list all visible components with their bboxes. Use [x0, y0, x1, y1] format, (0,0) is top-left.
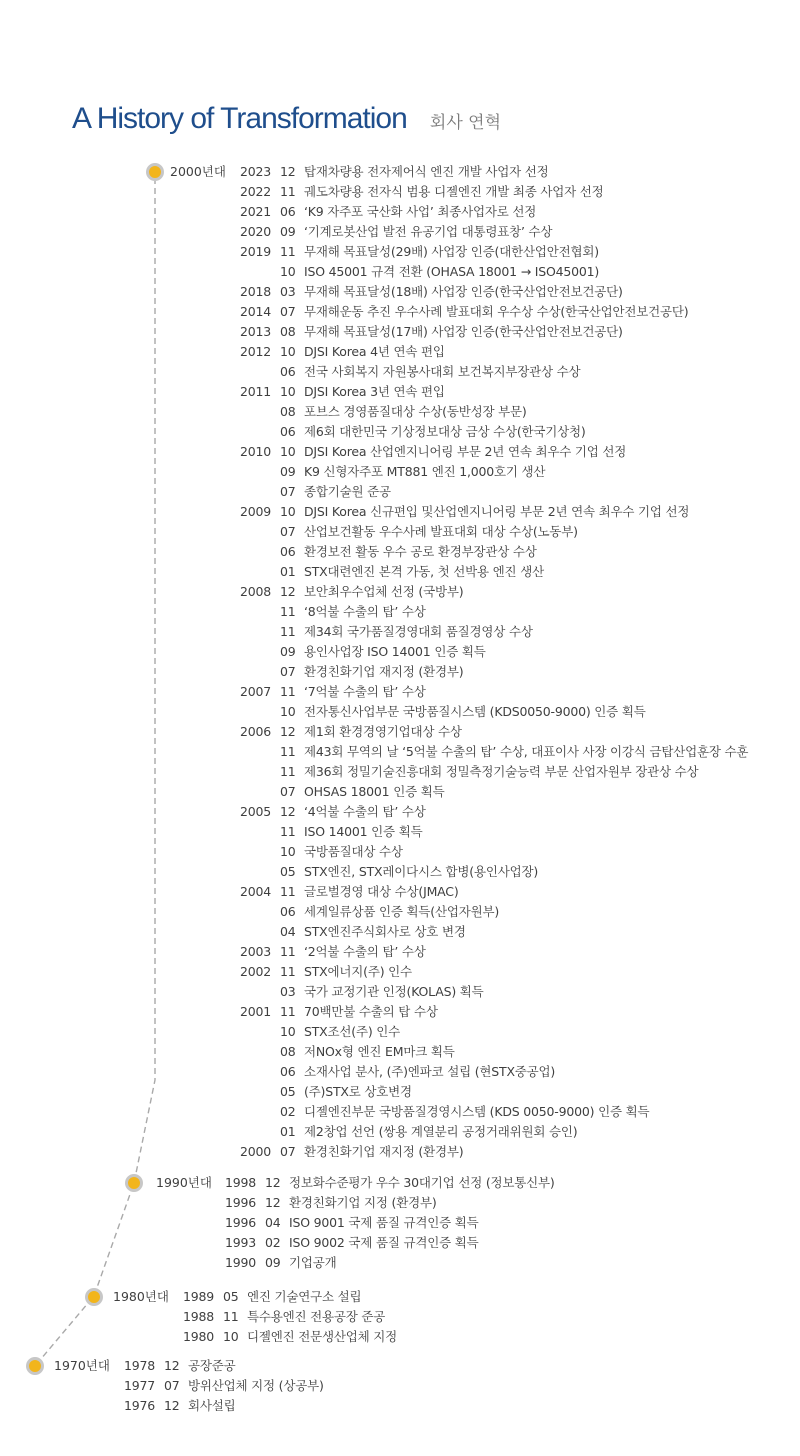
- history-month: 04: [280, 924, 296, 939]
- history-year: 1977: [124, 1378, 156, 1393]
- history-event-text: 정보화수준평가 우수 30대기업 선정 (정보통신부): [289, 1175, 555, 1190]
- history-year: 2012: [240, 344, 272, 359]
- history-year: 2008: [240, 584, 272, 599]
- history-event-text: 회사설립: [188, 1398, 236, 1413]
- history-event-text: STX대련엔진 본격 가동, 첫 선박용 엔진 생산: [304, 564, 544, 579]
- history-month: 08: [280, 1044, 296, 1059]
- history-event-text: STX조선(주) 인수: [304, 1024, 401, 1039]
- history-event-text: (주)STX로 상호변경: [304, 1084, 412, 1099]
- history-event-text: DJSI Korea 산업엔지니어링 부문 2년 연속 최우수 기업 선정: [304, 444, 627, 459]
- history-event-text: 환경친화기업 재지정 (환경부): [304, 1144, 464, 1159]
- history-month: 10: [280, 264, 296, 279]
- history-month: 12: [164, 1398, 180, 1413]
- history-event-text: 디젤엔진 전문생산업체 지정: [247, 1329, 398, 1344]
- history-year: 1978: [124, 1358, 156, 1373]
- history-event-text: 무재해운동 추진 우수사례 발표대회 우수상 수상(한국산업안전보건공단): [304, 304, 689, 319]
- history-event-text: 전국 사회복지 자원봉사대회 보건복지부장관상 수상: [304, 364, 581, 379]
- history-year: 1980: [183, 1329, 215, 1344]
- history-event-text: 국가 교정기관 인정(KOLAS) 획득: [304, 984, 484, 999]
- history-event-text: 저NOx형 엔진 EM마크 획득: [304, 1044, 455, 1059]
- page-subtitle: 회사 연혁: [429, 113, 501, 133]
- history-event-text: OHSAS 18001 인증 획득: [304, 784, 445, 799]
- history-event-text: 제1회 환경경영기업대상 수상: [304, 724, 462, 739]
- history-month: 12: [280, 804, 296, 819]
- history-month: 02: [280, 1104, 296, 1119]
- history-year: 2004: [240, 884, 272, 899]
- history-event-text: ‘8억불 수출의 탑’ 수상: [304, 604, 426, 619]
- history-year: 1976: [124, 1398, 156, 1413]
- history-year: 2021: [240, 204, 272, 219]
- history-month: 06: [280, 1064, 296, 1079]
- history-event-text: 소재사업 분사, (주)엔파코 설립 (현STX중공업): [304, 1064, 556, 1079]
- history-year: 1988: [183, 1309, 215, 1324]
- history-event-text: DJSI Korea 신규편입 및산업엔지니어링 부문 2년 연속 최우수 기업 선정: [304, 504, 690, 519]
- history-month: 10: [223, 1329, 239, 1344]
- history-event-text: 글로벌경영 대상 수상(JMAC): [304, 884, 459, 899]
- history-month: 10: [280, 344, 296, 359]
- decade-label: 2000년대: [170, 164, 226, 179]
- history-month: 06: [280, 904, 296, 919]
- history-year: 2014: [240, 304, 272, 319]
- history-event-text: 탑재차량용 전자제어식 엔진 개발 사업자 선정: [304, 164, 549, 179]
- history-event-text: K9 신형자주포 MT881 엔진 1,000호기 생산: [304, 464, 546, 479]
- history-month: 06: [280, 364, 296, 379]
- history-event-text: ‘기계로봇산업 발전 유공기업 대통령표창’ 수상: [304, 224, 553, 239]
- history-month: 09: [280, 224, 296, 239]
- history-month: 11: [280, 604, 296, 619]
- history-year: 2019: [240, 244, 272, 259]
- history-month: 07: [164, 1378, 180, 1393]
- history-year: 2023: [240, 164, 272, 179]
- history-month: 05: [280, 1084, 296, 1099]
- history-year: 2001: [240, 1004, 272, 1019]
- history-year: 2000: [240, 1144, 272, 1159]
- history-event-text: ‘K9 자주포 국산화 사업’ 최종사업자로 선정: [304, 204, 537, 219]
- history-event-text: 전자통신사업부문 국방품질시스템 (KDS0050-9000) 인증 획득: [304, 704, 646, 719]
- history-event-text: 궤도차량용 전자식 범용 디젤엔진 개발 최종 사업자 선정: [304, 184, 604, 199]
- history-month: 12: [265, 1175, 281, 1190]
- decade-label: 1990년대: [156, 1175, 212, 1190]
- history-month: 06: [280, 544, 296, 559]
- history-event-text: 제2창업 선언 (쌍용 계열분리 공정거래위원회 승인): [304, 1124, 578, 1139]
- history-month: 07: [280, 484, 296, 499]
- history-month: 11: [280, 884, 296, 899]
- timeline-dot-icon: [26, 1357, 44, 1375]
- decade-label: 1980년대: [113, 1289, 169, 1304]
- history-event-text: ‘7억불 수출의 탑’ 수상: [304, 684, 426, 699]
- timeline-dot-icon: [125, 1174, 143, 1192]
- history-month: 11: [280, 744, 296, 759]
- history-month: 12: [280, 584, 296, 599]
- history-month: 01: [280, 564, 296, 579]
- history-event-text: 기업공개: [289, 1255, 337, 1270]
- history-month: 07: [280, 664, 296, 679]
- history-year: 2020: [240, 224, 272, 239]
- page-title: A History of Transformation: [72, 102, 407, 135]
- history-month: 06: [280, 204, 296, 219]
- history-year: 2010: [240, 444, 272, 459]
- history-month: 04: [265, 1215, 281, 1230]
- history-month: 11: [280, 764, 296, 779]
- history-event-text: DJSI Korea 4년 연속 편입: [304, 344, 445, 359]
- history-event-text: ISO 9001 국제 품질 규격인증 획득: [289, 1215, 479, 1230]
- history-event-text: 산업보건활동 우수사례 발표대회 대상 수상(노동부): [304, 524, 578, 539]
- history-year: 1996: [225, 1195, 257, 1210]
- history-event-text: 디젤엔진부문 국방품질경영시스템 (KDS 0050-9000) 인증 획득: [304, 1104, 650, 1119]
- history-year: 1990: [225, 1255, 257, 1270]
- history-event-text: 70백만불 수출의 탑 수상: [304, 1004, 438, 1019]
- history-event-text: STX엔진, STX레이다시스 합병(용인사업장): [304, 864, 538, 879]
- history-month: 12: [265, 1195, 281, 1210]
- history-month: 10: [280, 704, 296, 719]
- history-month: 05: [280, 864, 296, 879]
- history-month: 11: [280, 684, 296, 699]
- history-month: 02: [265, 1235, 281, 1250]
- history-month: 12: [280, 164, 296, 179]
- history-event-text: 환경보전 활동 우수 공로 환경부장관상 수상: [304, 544, 537, 559]
- history-month: 11: [280, 824, 296, 839]
- history-month: 05: [223, 1289, 239, 1304]
- history-month: 06: [280, 424, 296, 439]
- history-month: 11: [280, 184, 296, 199]
- history-month: 12: [280, 724, 296, 739]
- history-event-text: 보안최우수업체 선정 (국방부): [304, 584, 464, 599]
- history-month: 10: [280, 444, 296, 459]
- history-month: 09: [265, 1255, 281, 1270]
- history-month: 01: [280, 1124, 296, 1139]
- history-month: 07: [280, 784, 296, 799]
- history-month: 07: [280, 304, 296, 319]
- history-month: 10: [280, 1024, 296, 1039]
- history-event-text: ‘4억불 수출의 탑’ 수상: [304, 804, 426, 819]
- history-year: 2009: [240, 504, 272, 519]
- history-month: 10: [280, 384, 296, 399]
- history-event-text: 엔진 기술연구소 설립: [247, 1289, 362, 1304]
- timeline-dot-icon: [85, 1288, 103, 1306]
- history-event-text: 국방품질대상 수상: [304, 844, 403, 859]
- history-month: 07: [280, 524, 296, 539]
- history-event-text: STX에너지(주) 인수: [304, 964, 412, 979]
- history-year: 2022: [240, 184, 272, 199]
- history-year: 1993: [225, 1235, 257, 1250]
- history-event-text: 환경친화기업 지정 (환경부): [289, 1195, 437, 1210]
- history-event-text: 제43회 무역의 날 ‘5억불 수출의 탑’ 수상, 대표이사 사장 이강식 금탑산업훈장 수훈: [304, 744, 749, 759]
- history-event-text: ‘2억불 수출의 탑’ 수상: [304, 944, 426, 959]
- history-month: 11: [223, 1309, 239, 1324]
- history-event-text: 공장준공: [188, 1358, 236, 1373]
- history-event-text: 종합기술원 준공: [304, 484, 391, 499]
- history-event-text: ISO 45001 규격 전환 (OHASA 18001 → ISO45001): [304, 264, 600, 279]
- history-event-text: 포브스 경영품질대상 수상(동반성장 부문): [304, 404, 527, 419]
- history-month: 03: [280, 284, 296, 299]
- history-event-text: 제6회 대한민국 기상정보대상 금상 수상(한국기상청): [304, 424, 586, 439]
- history-month: 08: [280, 324, 296, 339]
- history-event-text: 환경친화기업 재지정 (환경부): [304, 664, 464, 679]
- history-year: 2013: [240, 324, 272, 339]
- history-month: 11: [280, 244, 296, 259]
- history-month: 11: [280, 1004, 296, 1019]
- history-year: 2002: [240, 964, 272, 979]
- history-event-text: ISO 14001 인증 획득: [304, 824, 423, 839]
- history-event-text: 제34회 국가품질경영대회 품질경영상 수상: [304, 624, 533, 639]
- history-event-text: STX엔진주식회사로 상호 변경: [304, 924, 466, 939]
- history-year: 2006: [240, 724, 272, 739]
- history-year: 1998: [225, 1175, 257, 1190]
- history-event-text: 무재해 목표달성(29배) 사업장 인증(대한산업안전협회): [304, 244, 599, 259]
- history-event-text: 용인사업장 ISO 14001 인증 획득: [304, 644, 486, 659]
- history-month: 07: [280, 1144, 296, 1159]
- history-event-text: 무재해 목표달성(18배) 사업장 인증(한국산업안전보건공단): [304, 284, 623, 299]
- history-year: 2011: [240, 384, 272, 399]
- decade-label: 1970년대: [54, 1358, 110, 1373]
- history-event-text: DJSI Korea 3년 연속 편입: [304, 384, 445, 399]
- history-month: 11: [280, 944, 296, 959]
- history-year: 2018: [240, 284, 272, 299]
- history-event-text: 세계일류상품 인증 획득(산업자원부): [304, 904, 500, 919]
- history-event-text: 무재해 목표달성(17배) 사업장 인증(한국산업안전보건공단): [304, 324, 623, 339]
- history-month: 09: [280, 644, 296, 659]
- history-month: 12: [164, 1358, 180, 1373]
- history-month: 10: [280, 504, 296, 519]
- history-year: 2005: [240, 804, 272, 819]
- history-year: 1996: [225, 1215, 257, 1230]
- history-event-text: ISO 9002 국제 품질 규격인증 획득: [289, 1235, 479, 1250]
- history-month: 09: [280, 464, 296, 479]
- history-month: 10: [280, 844, 296, 859]
- history-month: 03: [280, 984, 296, 999]
- history-year: 2003: [240, 944, 272, 959]
- timeline-dot-icon: [146, 163, 164, 181]
- history-event-text: 방위산업체 지정 (상공부): [188, 1378, 324, 1393]
- history-event-text: 제36회 정밀기술진흥대회 정밀측정기술능력 부문 산업자원부 장관상 수상: [304, 764, 699, 779]
- history-month: 08: [280, 404, 296, 419]
- history-month: 11: [280, 964, 296, 979]
- history-year: 1989: [183, 1289, 215, 1304]
- history-month: 11: [280, 624, 296, 639]
- history-year: 2007: [240, 684, 272, 699]
- history-event-text: 특수용엔진 전용공장 준공: [247, 1309, 386, 1324]
